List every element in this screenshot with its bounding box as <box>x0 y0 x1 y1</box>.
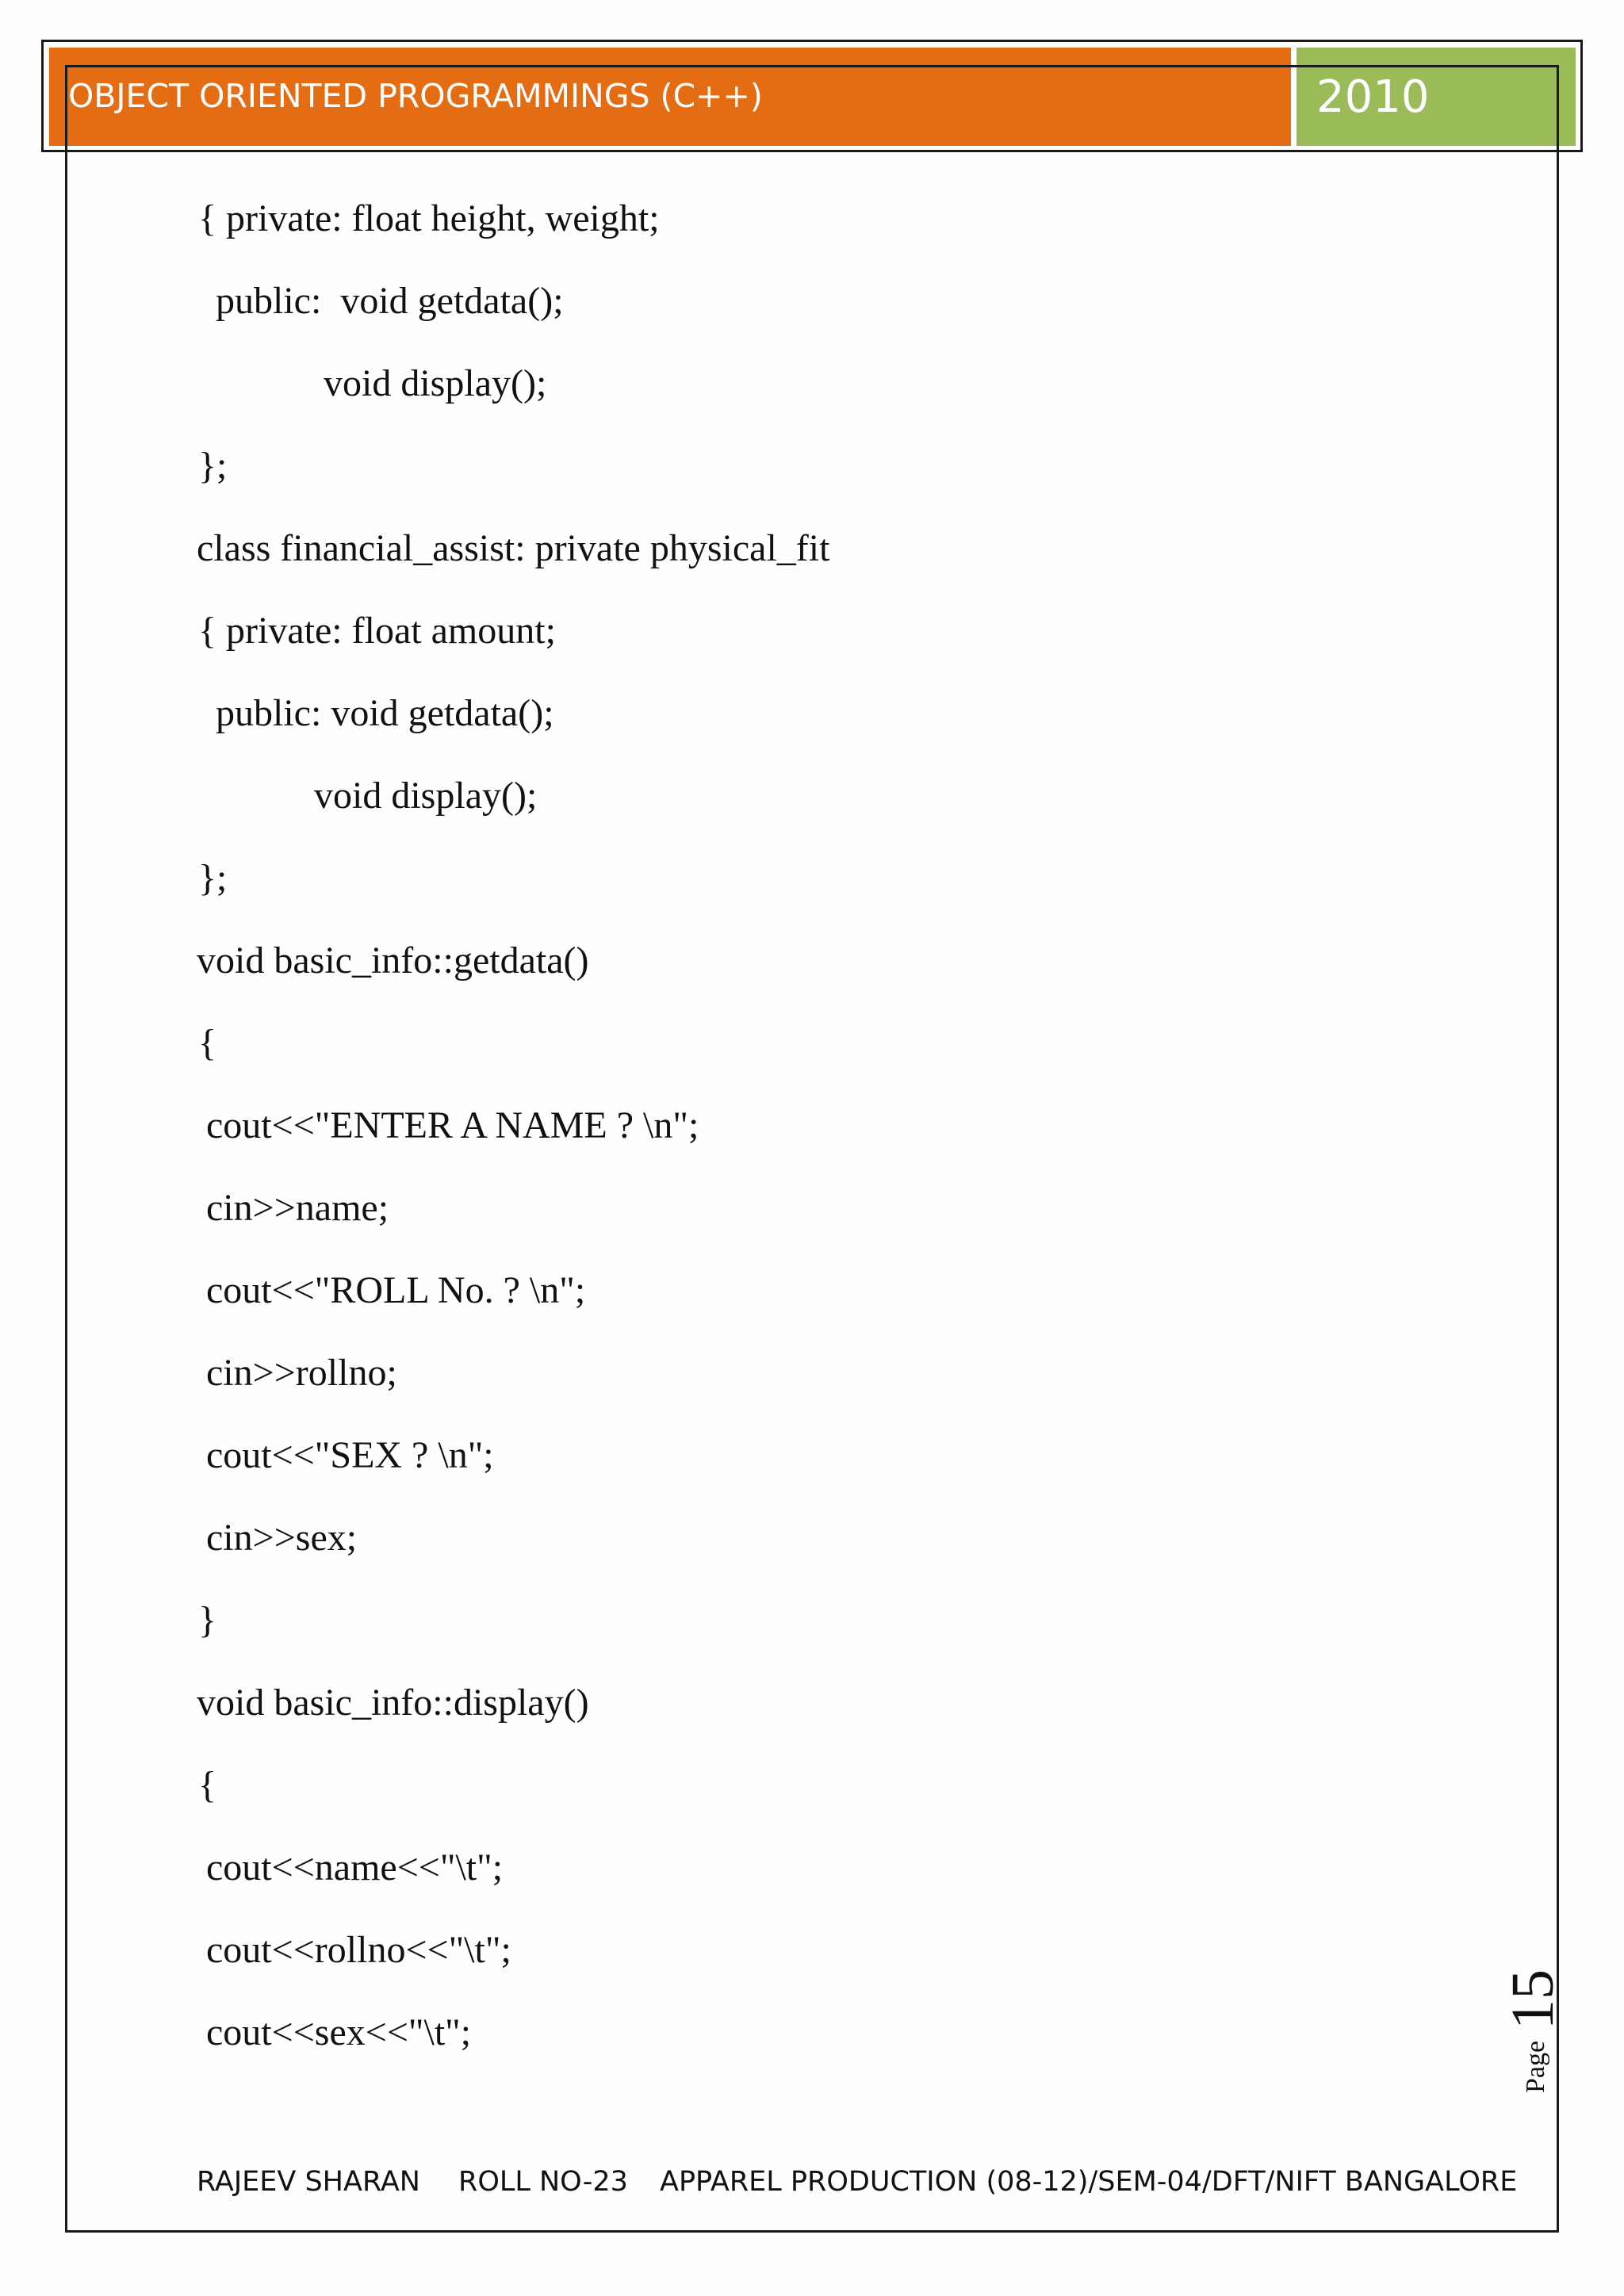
code-line: cout<<"SEX ? \n"; <box>206 1434 494 1476</box>
code-line: cin>>rollno; <box>206 1352 397 1394</box>
code-line: { private: float amount; <box>198 610 556 652</box>
code-line: { private: float height, weight; <box>198 197 660 239</box>
code-line: cin>>sex; <box>206 1517 358 1559</box>
document-year: 2010 <box>1316 71 1430 123</box>
footer-roll-number: ROLL NO-23 <box>458 2166 628 2198</box>
code-line: cout<<"ENTER A NAME ? \n"; <box>206 1104 699 1146</box>
code-line: } <box>198 1599 217 1641</box>
footer-course: APPAREL PRODUCTION (08-12)/SEM-04/DFT/NIFT BANGALORE <box>660 2166 1518 2198</box>
code-line: cin>>name; <box>206 1187 389 1229</box>
code-line: cout<<rollno<<"\t"; <box>206 1929 511 1971</box>
code-line: { <box>198 1022 217 1064</box>
page-label: Page <box>1521 2040 1550 2093</box>
page-number: 15 <box>1500 1969 1566 2030</box>
code-line: void basic_info::display() <box>197 1682 589 1724</box>
code-line: public: void getdata(); <box>216 692 554 734</box>
code-line: cout<<sex<<"\t"; <box>206 2011 472 2053</box>
code-line: cout<<"ROLL No. ? \n"; <box>206 1269 586 1311</box>
code-line: cout<<name<<"\t"; <box>206 1846 504 1888</box>
code-line: { <box>198 1764 217 1806</box>
code-line: class financial_assist: private physical_fit <box>197 527 830 569</box>
page-border <box>65 65 1559 2233</box>
code-line: }; <box>198 857 228 899</box>
code-line: }; <box>198 445 228 487</box>
code-line: void display(); <box>314 775 538 817</box>
code-line: public: void getdata(); <box>216 280 564 322</box>
code-line: void basic_info::getdata() <box>197 939 589 982</box>
code-line: void display(); <box>324 362 547 404</box>
footer-author: RAJEEV SHARAN <box>197 2166 420 2198</box>
document-title: OBJECT ORIENTED PROGRAMMINGS (C++) <box>68 77 763 115</box>
